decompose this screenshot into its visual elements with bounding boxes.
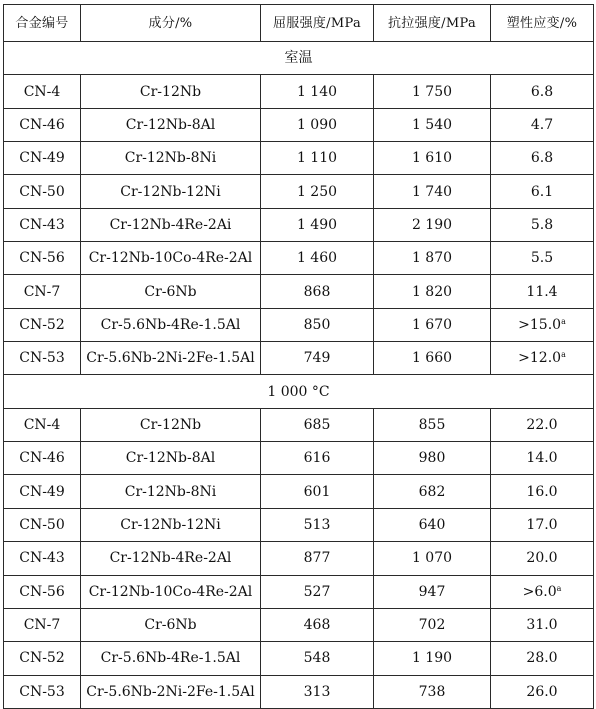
header-tensile-strength: 抗拉强度/MPa <box>374 5 491 42</box>
plastic-strain-cell <box>491 675 594 708</box>
table-row <box>4 575 594 608</box>
alloy-id-cell: CN-7 <box>4 608 81 641</box>
plastic-strain-cell <box>491 108 594 141</box>
footnote-marker: a <box>561 350 566 360</box>
composition-cell: Cr-12Nb-8Al <box>81 108 261 141</box>
alloy-id-cell: CN-50 <box>4 508 81 541</box>
table-row <box>4 442 594 475</box>
table-row <box>4 208 594 241</box>
yield-strength-cell: 1 460 <box>261 242 374 275</box>
plastic-strain-cell <box>491 575 594 608</box>
header-row <box>4 5 594 42</box>
composition-cell: Cr-12Nb <box>81 75 261 108</box>
plastic-strain-value: >15.0 <box>518 316 562 333</box>
yield-strength-cell: 616 <box>261 442 374 475</box>
section-row <box>4 375 594 408</box>
table-row <box>4 542 594 575</box>
plastic-strain-cell <box>491 475 594 508</box>
tensile-strength-cell: 702 <box>374 608 491 641</box>
tensile-strength-cell: 855 <box>374 408 491 441</box>
yield-strength-cell: 1 090 <box>261 108 374 141</box>
yield-strength-cell: 877 <box>261 542 374 575</box>
plastic-strain-value: 17.0 <box>526 516 558 533</box>
yield-strength-cell: 601 <box>261 475 374 508</box>
tensile-strength-cell: 682 <box>374 475 491 508</box>
header-composition: 成分/% <box>81 5 261 42</box>
plastic-strain-cell <box>491 275 594 308</box>
tensile-strength-cell: 1 750 <box>374 75 491 108</box>
section-title: 室温 <box>4 42 594 75</box>
table-row <box>4 408 594 441</box>
plastic-strain-cell <box>491 208 594 241</box>
plastic-strain-cell <box>491 442 594 475</box>
alloy-id-cell: CN-52 <box>4 308 81 341</box>
plastic-strain-value: 26.0 <box>526 683 558 700</box>
alloy-id-cell: CN-56 <box>4 242 81 275</box>
table-row <box>4 508 594 541</box>
section-title: 1 000 °C <box>4 375 594 408</box>
plastic-strain-value: 22.0 <box>526 416 558 433</box>
yield-strength-cell: 1 250 <box>261 175 374 208</box>
composition-cell: Cr-12Nb-10Co-4Re-2Al <box>81 575 261 608</box>
footnote-marker: a <box>556 583 562 593</box>
plastic-strain-value: 14.0 <box>526 450 558 467</box>
alloy-id-cell: CN-4 <box>4 408 81 441</box>
tensile-strength-cell: 1 820 <box>374 275 491 308</box>
plastic-strain-cell <box>491 642 594 675</box>
alloy-id-cell: CN-7 <box>4 275 81 308</box>
composition-cell: Cr-12Nb-8Ni <box>81 142 261 175</box>
tensile-strength-cell: 1 660 <box>374 342 491 375</box>
yield-strength-cell: 1 490 <box>261 208 374 241</box>
composition-cell: Cr-5.6Nb-4Re-1.5Al <box>81 642 261 675</box>
plastic-strain-value: 4.7 <box>530 116 554 133</box>
alloy-id-cell: CN-49 <box>4 475 81 508</box>
table-row <box>4 175 594 208</box>
yield-strength-cell: 868 <box>261 275 374 308</box>
tensile-strength-cell: 1 070 <box>374 542 491 575</box>
composition-cell: Cr-5.6Nb-4Re-1.5Al <box>81 308 261 341</box>
plastic-strain-cell <box>491 308 594 341</box>
tensile-strength-cell: 1 870 <box>374 242 491 275</box>
composition-cell: Cr-12Nb-12Ni <box>81 175 261 208</box>
table-row <box>4 108 594 141</box>
plastic-strain-value: 5.8 <box>530 216 554 233</box>
composition-cell: Cr-6Nb <box>81 275 261 308</box>
alloy-id-cell: CN-46 <box>4 442 81 475</box>
plastic-strain-value: 11.4 <box>526 283 558 300</box>
composition-cell: Cr-12Nb <box>81 408 261 441</box>
tensile-strength-cell: 1 540 <box>374 108 491 141</box>
table-row <box>4 642 594 675</box>
header-yield-strength: 屈服强度/MPa <box>261 5 374 42</box>
plastic-strain-value: 28.0 <box>526 650 558 667</box>
tensile-strength-cell: 980 <box>374 442 491 475</box>
yield-strength-cell: 548 <box>261 642 374 675</box>
table-row <box>4 608 594 641</box>
plastic-strain-value: 5.5 <box>530 250 554 267</box>
plastic-strain-value: 6.1 <box>530 183 554 200</box>
alloy-id-cell: CN-56 <box>4 575 81 608</box>
table-row <box>4 308 594 341</box>
yield-strength-cell: 468 <box>261 608 374 641</box>
alloy-id-cell: CN-50 <box>4 175 81 208</box>
table-header <box>4 5 594 42</box>
plastic-strain-cell <box>491 242 594 275</box>
plastic-strain-cell <box>491 508 594 541</box>
alloy-id-cell: CN-53 <box>4 342 81 375</box>
alloy-id-cell: CN-43 <box>4 208 81 241</box>
section-row <box>4 42 594 75</box>
yield-strength-cell: 749 <box>261 342 374 375</box>
composition-cell: Cr-12Nb-4Re-2Al <box>81 542 261 575</box>
composition-cell: Cr-12Nb-8Al <box>81 442 261 475</box>
tensile-strength-cell: 640 <box>374 508 491 541</box>
plastic-strain-cell <box>491 542 594 575</box>
plastic-strain-value: 16.0 <box>526 483 558 500</box>
table-row <box>4 342 594 375</box>
alloy-properties-table <box>3 4 594 709</box>
yield-strength-cell: 850 <box>261 308 374 341</box>
table-row <box>4 475 594 508</box>
yield-strength-cell: 1 110 <box>261 142 374 175</box>
yield-strength-cell: 685 <box>261 408 374 441</box>
table-row <box>4 675 594 708</box>
plastic-strain-value: 20.0 <box>526 550 558 567</box>
composition-cell: Cr-6Nb <box>81 608 261 641</box>
plastic-strain-cell <box>491 608 594 641</box>
composition-cell: Cr-12Nb-12Ni <box>81 508 261 541</box>
yield-strength-cell: 1 140 <box>261 75 374 108</box>
composition-cell: Cr-12Nb-8Ni <box>81 475 261 508</box>
composition-cell: Cr-5.6Nb-2Ni-2Fe-1.5Al <box>81 675 261 708</box>
plastic-strain-value: 31.0 <box>526 617 558 634</box>
footnote-marker: a <box>561 316 566 326</box>
tensile-strength-cell: 1 670 <box>374 308 491 341</box>
tensile-strength-cell: 1 740 <box>374 175 491 208</box>
tensile-strength-cell: 1 610 <box>374 142 491 175</box>
yield-strength-cell: 513 <box>261 508 374 541</box>
table-body <box>4 42 594 709</box>
header-plastic-strain: 塑性应变/% <box>491 5 594 42</box>
plastic-strain-cell <box>491 142 594 175</box>
plastic-strain-value: >6.0 <box>522 583 557 600</box>
plastic-strain-value: >12.0 <box>518 350 562 367</box>
plastic-strain-cell <box>491 175 594 208</box>
alloy-id-cell: CN-53 <box>4 675 81 708</box>
table-row <box>4 75 594 108</box>
tensile-strength-cell: 947 <box>374 575 491 608</box>
table-row <box>4 142 594 175</box>
alloy-id-cell: CN-52 <box>4 642 81 675</box>
composition-cell: Cr-12Nb-10Co-4Re-2Al <box>81 242 261 275</box>
plastic-strain-cell <box>491 342 594 375</box>
tensile-strength-cell: 1 190 <box>374 642 491 675</box>
alloy-id-cell: CN-4 <box>4 75 81 108</box>
composition-cell: Cr-12Nb-4Re-2Ai <box>81 208 261 241</box>
plastic-strain-cell <box>491 408 594 441</box>
header-alloy-id: 合金编号 <box>4 5 81 42</box>
tensile-strength-cell: 2 190 <box>374 208 491 241</box>
table-row <box>4 275 594 308</box>
alloy-id-cell: CN-49 <box>4 142 81 175</box>
yield-strength-cell: 527 <box>261 575 374 608</box>
plastic-strain-value: 6.8 <box>530 150 554 167</box>
yield-strength-cell: 313 <box>261 675 374 708</box>
plastic-strain-cell <box>491 75 594 108</box>
alloy-id-cell: CN-43 <box>4 542 81 575</box>
alloy-id-cell: CN-46 <box>4 108 81 141</box>
composition-cell: Cr-5.6Nb-2Ni-2Fe-1.5Al <box>81 342 261 375</box>
tensile-strength-cell: 738 <box>374 675 491 708</box>
table-row <box>4 242 594 275</box>
plastic-strain-value: 6.8 <box>530 83 554 100</box>
